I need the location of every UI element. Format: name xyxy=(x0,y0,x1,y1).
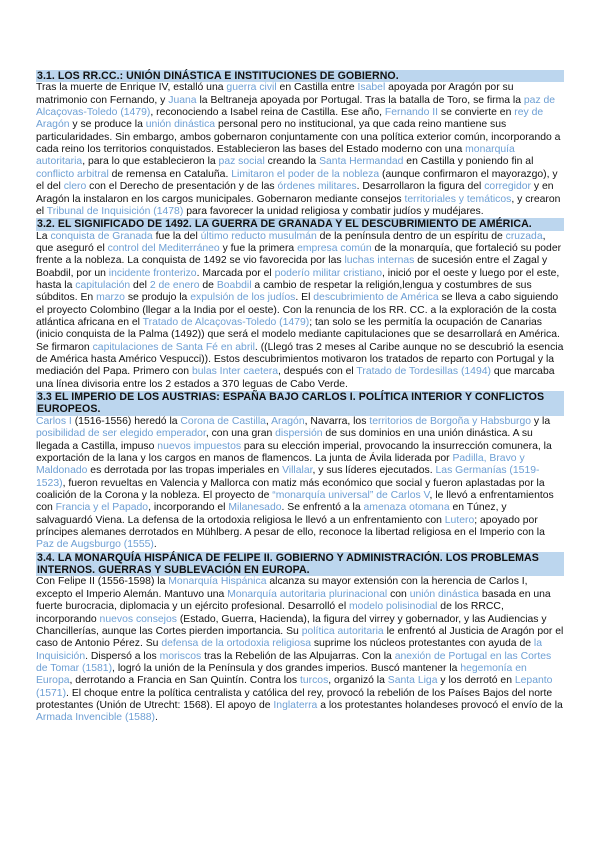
highlighted-term: turcos xyxy=(299,675,329,687)
body-text: , derrotando a Francia en San Quintín. Contra los xyxy=(69,675,300,687)
highlighted-term: unión dinástica xyxy=(145,119,216,131)
body-text: , después con el xyxy=(278,366,357,378)
body-text: . El choque entre la política centralista y católica del rey, provocó la rebelión de los Países Bajos del norte protestantes (Unión de Utrecht: 1568). El apoyo de xyxy=(36,687,553,711)
section-heading-text: 3.4. LA MONARQUÍA HISPÁNICA DE FELIPE II. GOBIERNO Y ADMINISTRACIÓN. LOS PROBLEMAS INTERNOS. GUERRAS Y SUBLEVACIÓN EN EUROPA. xyxy=(37,551,539,577)
highlighted-term: Tratado de Tordesillas (1494) xyxy=(356,366,491,378)
highlighted-term: posibilidad de ser elegido emperador xyxy=(36,428,206,440)
section-body xyxy=(36,82,564,218)
body-text: y en Aragón la instalaron en los cargos municipales. Gobernaron mediante consejos xyxy=(36,181,554,205)
highlighted-term: Lutero xyxy=(444,514,475,526)
body-text: se produjo la xyxy=(124,292,191,304)
highlighted-term: clero xyxy=(63,181,87,193)
highlighted-term: territoriales y temáticos xyxy=(404,193,512,205)
highlighted-term: 2 de enero xyxy=(149,279,200,291)
body-text: La xyxy=(36,230,51,242)
body-text: ; apoyado por príncipes alemanes derrotados en Mühlberg. A pesar de ello, reconoce la libertad religiosa en el Imperio con la xyxy=(36,514,545,538)
highlighted-term: Las Germanías (1519-1523) xyxy=(36,465,540,489)
body-text: , que aseguró el xyxy=(36,230,546,254)
highlighted-term: moriscos xyxy=(159,650,202,662)
body-text: personal pero no institucional, ya que cada reino mantiene sus particularidades. Sin embargo, ambos gobernaron conjuntamente con una política exterior común, incorporando a cada reino los territorios conquistados. Establecieron las bases del Estado moderno con una xyxy=(36,119,561,156)
body-text: para su elección imperial, provocando la insurrección comunera, la exportación de la lana y los cargos en manos de flamencos. La junta de Ávila liderada por xyxy=(36,440,552,464)
highlighted-term: Tribunal de Inquisición (1478) xyxy=(46,205,184,217)
body-text: la Beltraneja apoyada por Portugal. Tras la batalla de Toro, se firma la xyxy=(196,94,524,106)
highlighted-term: nuevos consejos xyxy=(99,613,177,625)
highlighted-term: control del Mediterráneo xyxy=(107,242,220,254)
body-text: del xyxy=(130,279,150,291)
body-text: , incorporando el xyxy=(148,502,229,514)
body-text: , para lo que establecieron la xyxy=(82,156,219,168)
highlighted-term: hegemonía en Europa xyxy=(36,662,527,687)
highlighted-term: Juana xyxy=(168,94,197,106)
body-text: . Se enfrentó a la xyxy=(281,502,364,514)
body-text: , reconociendo a Isabel reina de Castilla. Ese año, xyxy=(150,107,385,119)
highlighted-term: territorios de Borgoña y Habsburgo xyxy=(369,415,532,427)
highlighted-term: Limitaron el poder de la nobleza xyxy=(231,168,380,180)
section-body xyxy=(36,231,564,391)
highlighted-term: rey de Aragón xyxy=(36,107,544,131)
highlighted-term: paz social xyxy=(218,156,265,168)
highlighted-term: conquista de Granada xyxy=(50,230,153,242)
section-3-4 xyxy=(36,552,564,725)
section-3-3 xyxy=(36,391,564,552)
highlighted-term: descubrimiento de América xyxy=(313,292,439,304)
highlighted-term: expulsión de los judíos xyxy=(190,292,296,304)
section-body xyxy=(36,576,564,724)
body-text: . xyxy=(154,712,158,724)
highlighted-term: corregidor xyxy=(484,181,531,193)
highlighted-term: marzo xyxy=(96,292,125,304)
highlighted-term: órdenes militares xyxy=(277,181,357,193)
body-text: de sucesión entre el Zagal y Boabdil, por un xyxy=(36,255,548,279)
body-text: para favorecer la unidad religiosa y combatir judíos y mudéjares. xyxy=(183,205,484,217)
body-text: de remensa en Cataluña. xyxy=(108,168,232,180)
highlighted-term: “monarquía universal” de Carlos V xyxy=(272,489,430,501)
body-text: , organizó la xyxy=(328,675,388,687)
section-heading xyxy=(36,70,564,82)
highlighted-term: amenaza otomana xyxy=(363,502,450,514)
highlighted-term: capitulación xyxy=(75,279,131,291)
body-text: y la xyxy=(531,415,551,427)
section-3-1 xyxy=(36,70,564,218)
body-text: es derrotada por las tropas imperiales en xyxy=(87,465,283,477)
body-text: (Estado, Guerra, Hacienda), la figura del virrey y gobernador, y las Audiencias y Chancillerías, aunque las Cortes pierden importancia. Su xyxy=(36,613,547,637)
body-text: fue la del xyxy=(152,230,201,242)
section-3-2 xyxy=(36,218,564,391)
highlighted-term: Villalar xyxy=(282,465,313,477)
body-text: . Desarrollaron la figura del xyxy=(356,181,485,193)
highlighted-term: defensa de la ortodoxia religiosa xyxy=(161,638,311,650)
body-text: , fueron revueltas en Valencia y Mallorca con matiz más económico que social y fueron aplastadas por la coalición de la Corona y la nobleza. El proyecto de xyxy=(36,477,545,501)
body-text: . Marcada por el xyxy=(196,267,275,279)
section-heading-text: 3.3 EL IMPERIO DE LOS AUSTRIAS: ESPAÑA BAJO CARLOS I. POLÍTICA INTERIOR Y CONFLICTOS EUROPEOS. xyxy=(37,391,545,416)
highlighted-term: empresa común xyxy=(297,242,372,254)
body-text: , y sus líderes ejecutados. xyxy=(312,465,436,477)
highlighted-term: capitulaciones de Santa Fé en abril xyxy=(92,341,255,353)
body-text: creando la xyxy=(264,156,320,168)
highlighted-term: bulas Inter caetera xyxy=(191,366,279,378)
body-text: Tras la muerte de Enrique IV, estalló una xyxy=(36,82,227,94)
body-text: , le llevó a enfrentamientos con xyxy=(36,489,554,514)
highlighted-term: Santa Hermandad xyxy=(319,156,404,168)
body-text: suprime los núcleos protestantes con ayuda de xyxy=(310,638,534,650)
body-text: . El xyxy=(295,292,314,304)
highlighted-term: guerra civil xyxy=(226,82,277,94)
highlighted-term: nuevos impuestos xyxy=(157,440,242,452)
body-text: , con una gran xyxy=(205,428,276,440)
highlighted-term: incidente fronterizo xyxy=(108,267,197,279)
body-text: , y crearon el xyxy=(36,193,561,217)
highlighted-term: Corona de Castilla xyxy=(180,415,266,427)
highlighted-term: Tratado de Alcaçovas-Toledo (1479) xyxy=(142,317,310,328)
body-text: ; tan solo se les permitía la ocupación de Canarias (inicio conquista de la Palma (1492)) que será el modelo mediante capitulaciones que se desarrollará en América. Se firmaron xyxy=(36,317,560,353)
body-text: , logró la unión de la Península y dos grandes imperios. Buscó mantener la xyxy=(112,662,461,674)
body-text: con el Derecho de presentación y de las xyxy=(86,181,278,193)
body-text: Con Felipe II (1556-1598) la xyxy=(36,576,169,588)
section-heading-text: 3.2. EL SIGNIFICADO DE 1492. LA GUERRA DE GRANADA Y EL DESCUBRIMIENTO DE AMÉRICA. xyxy=(37,218,532,231)
body-text: . xyxy=(153,539,157,551)
section-heading-text: 3.1. LOS RR.CC.: UNIÓN DINÁSTICA E INSTITUCIONES DE GOBIERNO. xyxy=(37,70,399,82)
body-text: con xyxy=(387,588,410,600)
highlighted-term: la Inquisición xyxy=(36,638,543,662)
highlighted-term: política autoritaria xyxy=(301,625,384,637)
highlighted-term: monarquía autoritaria xyxy=(36,144,515,168)
section-heading xyxy=(36,391,564,416)
section-body xyxy=(36,416,564,552)
body-text: a cambio de respetar la religión,lengua y costumbres de sus súbditos. En xyxy=(36,279,532,304)
highlighted-term: modelo polisinodial xyxy=(349,601,438,613)
highlighted-term: Carlos I xyxy=(36,415,72,427)
highlighted-term: dispersión xyxy=(275,428,323,440)
highlighted-term: Paz de Augsburgo (1555) xyxy=(36,539,154,551)
highlighted-term: anexión de Portugal en las Cortes de Tomar (1581) xyxy=(36,650,552,674)
highlighted-term: Inglaterra xyxy=(273,699,318,711)
highlighted-term: cruzada xyxy=(505,230,543,242)
body-text: . ((Llegó tras 2 meses al Caribe aunque no se descubrió la esencia de América hasta Américo Vespucci)). Estos descubrimientos motivaron los tratados de reparto con Portugal y la mediación del Papa. Primero con xyxy=(36,341,564,378)
highlighted-term: último reducto musulmán xyxy=(200,230,317,242)
highlighted-term: Isabel xyxy=(357,82,386,94)
body-text: en Túnez, y salvaguardó Viena. La defensa de la ortodoxia religiosa le llevó a un enfrentamiento con xyxy=(36,502,507,526)
body-text: en Castilla entre xyxy=(276,82,358,94)
body-text: y los derrotó en xyxy=(437,675,515,687)
highlighted-term: Francia y el Papado xyxy=(55,502,149,514)
highlighted-term: Armada Invencible (1588) xyxy=(36,712,155,724)
body-text: y se produce la xyxy=(69,119,146,131)
body-text: en Castilla y poniendo fin al xyxy=(403,156,534,168)
body-text: tras la Rebelión de las Alpujarras. Con la xyxy=(201,650,395,662)
body-text: . Dispersó a los xyxy=(85,650,160,662)
body-text: de la monarquía, que fortaleció su poder frente a la nobleza. La conquista de 1492 se vio favorecida por las xyxy=(36,242,562,267)
highlighted-term: paz de Alcaçovas-Toledo (1479) xyxy=(36,94,556,119)
body-text: (1516-1556) heredó la xyxy=(71,415,181,427)
highlighted-term: unión dinástica xyxy=(409,588,480,600)
section-heading xyxy=(36,218,564,230)
highlighted-term: Boabdil xyxy=(216,279,252,291)
highlighted-term: poderío militar cristiano xyxy=(274,267,382,279)
body-text: que marcaba una línea divisoria entre los 2 estados a 370 leguas de Cabo Verde. xyxy=(36,366,555,390)
highlighted-term: Monarquía autoritaria plurinacional xyxy=(227,588,388,600)
body-text: de sus dominios en una unión dinástica. A su llegada a Castilla, impuso xyxy=(36,428,533,452)
highlighted-term: Fernando II xyxy=(384,107,439,119)
body-text: se convierte en xyxy=(438,107,515,119)
body-text: apoyada por Aragón por su matrimonio con Fernando, y xyxy=(36,82,514,106)
body-text: , xyxy=(265,415,272,427)
body-text: de la península dentro de un espíritu de xyxy=(316,230,506,242)
highlighted-term: Milanesado xyxy=(228,502,282,514)
highlighted-term: Monarquía Hispánica xyxy=(168,576,267,588)
highlighted-term: conflicto arbitral xyxy=(36,168,109,180)
body-text: le enfrentó al Justicia de Aragón por el caso de Antonio Pérez. Su xyxy=(36,625,564,650)
body-text: basada en una fuerte burocracia, diplomacia y un ejército profesional. Desarrolló el xyxy=(36,588,551,613)
highlighted-term: Santa Liga xyxy=(387,675,438,687)
body-text: alcanza su mayor extensión con la herencia de Carlos I, excepto el Imperio Alemán. Mantuvo una xyxy=(36,576,528,600)
highlighted-term: Aragón xyxy=(271,415,305,427)
highlighted-term: Lepanto (1571) xyxy=(36,675,553,699)
body-text: , inició por el oeste y luego por el este, hasta la xyxy=(36,267,560,291)
body-text: (aunque confirmaron el mayorazgo), y el del xyxy=(36,168,558,193)
body-text: de los RRCC, incorporando xyxy=(36,601,504,625)
body-text: y fue la primera xyxy=(219,242,298,254)
highlighted-term: luchas internas xyxy=(344,255,415,267)
body-text: se lleva a cabo siguiendo el proyecto Colombino (llegar a la India por el oeste). Con la renuncia de los RR. CC. a la exploración de la costa atlántica africana en el xyxy=(36,292,559,328)
body-text: , Navarra, los xyxy=(304,415,370,427)
section-heading xyxy=(36,552,564,577)
highlighted-term: Padilla, Bravo y Maldonado xyxy=(36,452,525,477)
body-text: a los protestantes holandeses provocó el envío de la xyxy=(317,699,563,711)
body-text: de xyxy=(199,279,217,291)
